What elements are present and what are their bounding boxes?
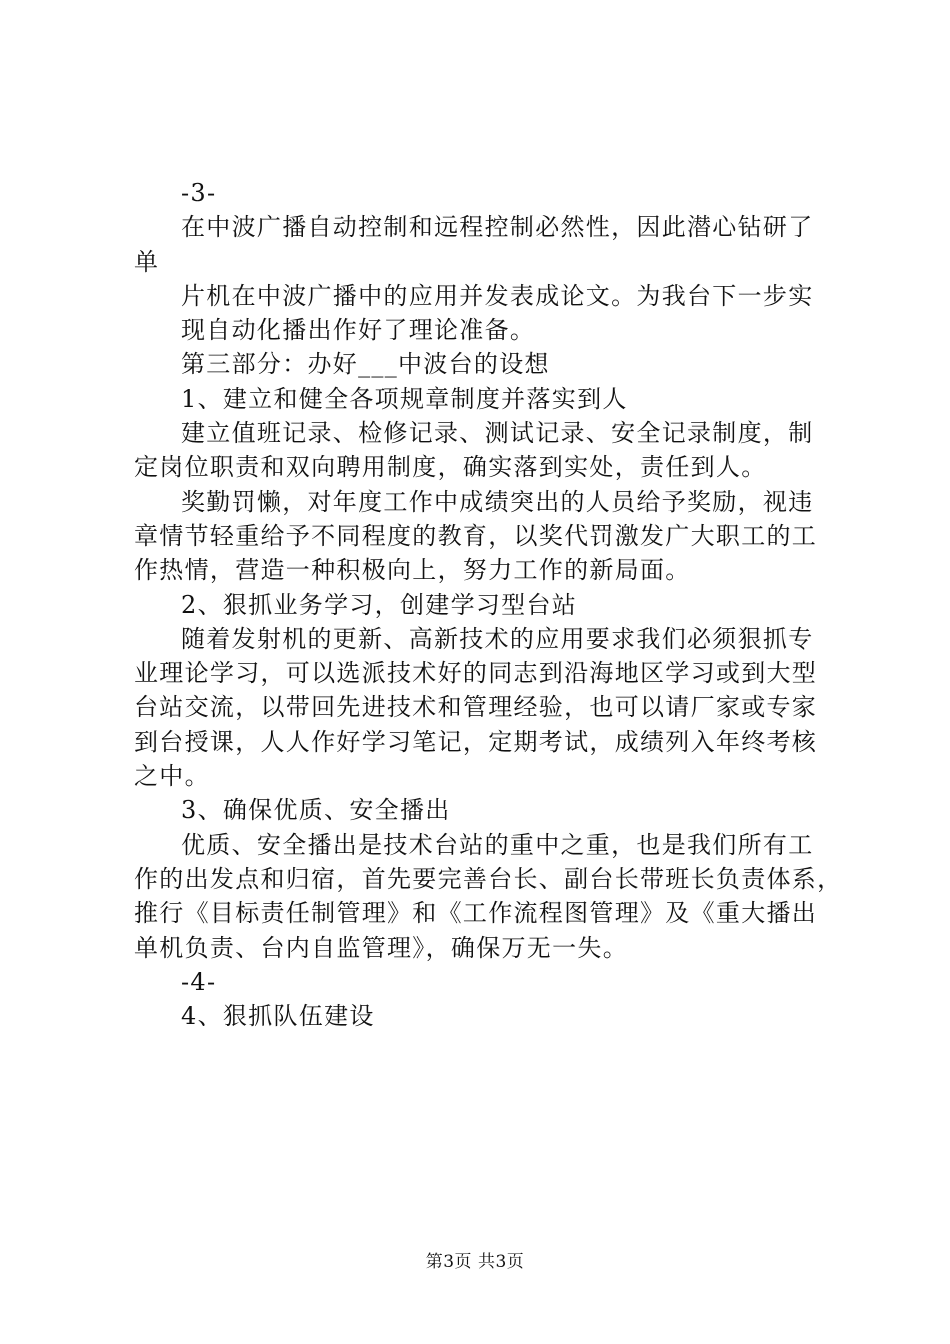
text-line: 单 xyxy=(134,247,160,276)
text-line: 单机负责、台内自监管理》，确保万无一失。 xyxy=(134,933,628,962)
text-line: 建立值班记录、检修记录、测试记录、安全记录制度，制 xyxy=(181,419,814,448)
text-line: 第三部分：办好___中波台的设想 xyxy=(181,350,550,379)
text-line: -3- xyxy=(181,179,217,207)
document-body xyxy=(134,176,843,1033)
text-line: 现自动化播出作好了理论准备。 xyxy=(181,316,536,345)
text-line: 2、狠抓业务学习，创建学习型台站 xyxy=(181,590,578,619)
text-line: -4- xyxy=(181,967,217,996)
text-line: 台站交流，以带回先进技术和管理经验，也可以请厂家或专家 xyxy=(134,693,818,722)
text-line: 作的出发点和归宿，首先要完善台长、副台长带班长负责体系， xyxy=(134,864,843,893)
text-line: 片机在中波广播中的应用并发表成论文。为我台下一步实 xyxy=(181,281,814,310)
text-line: 章情节轻重给予不同程度的教育，以奖代罚激发广大职工的工 xyxy=(134,521,818,550)
text-line: 奖勤罚懒，对年度工作中成绩突出的人员给予奖励，视违 xyxy=(181,487,814,516)
text-line: 4、狠抓队伍建设 xyxy=(181,1002,375,1031)
text-line: 3、确保优质、安全播出 xyxy=(181,796,451,825)
text-line: 到台授课，人人作好学习笔记，定期考试，成绩列入年终考核 xyxy=(134,727,818,756)
text-line: 优质、安全播出是技术台站的重中之重，也是我们所有工 xyxy=(181,830,814,859)
text-line: 推行《目标责任制管理》和《工作流程图管理》及《重大播出 xyxy=(134,899,818,928)
text-line: 随着发射机的更新、高新技术的应用要求我们必须狠抓专 xyxy=(181,624,814,653)
page-footer: 第3页 共3页 xyxy=(425,1252,525,1272)
text-line: 1、建立和健全各项规章制度并落实到人 xyxy=(181,384,628,413)
text-line: 之中。 xyxy=(134,762,210,791)
text-line: 业理论学习，可以选派技术好的同志到沿海地区学习或到大型 xyxy=(134,659,818,688)
text-line: 在中波广播自动控制和远程控制必然性，因此潜心钻研了 xyxy=(181,213,814,242)
text-line: 作热情，营造一种积极向上，努力工作的新局面。 xyxy=(134,556,691,585)
text-line: 定岗位职责和双向聘用制度，确实落到实处，责任到人。 xyxy=(134,453,767,482)
